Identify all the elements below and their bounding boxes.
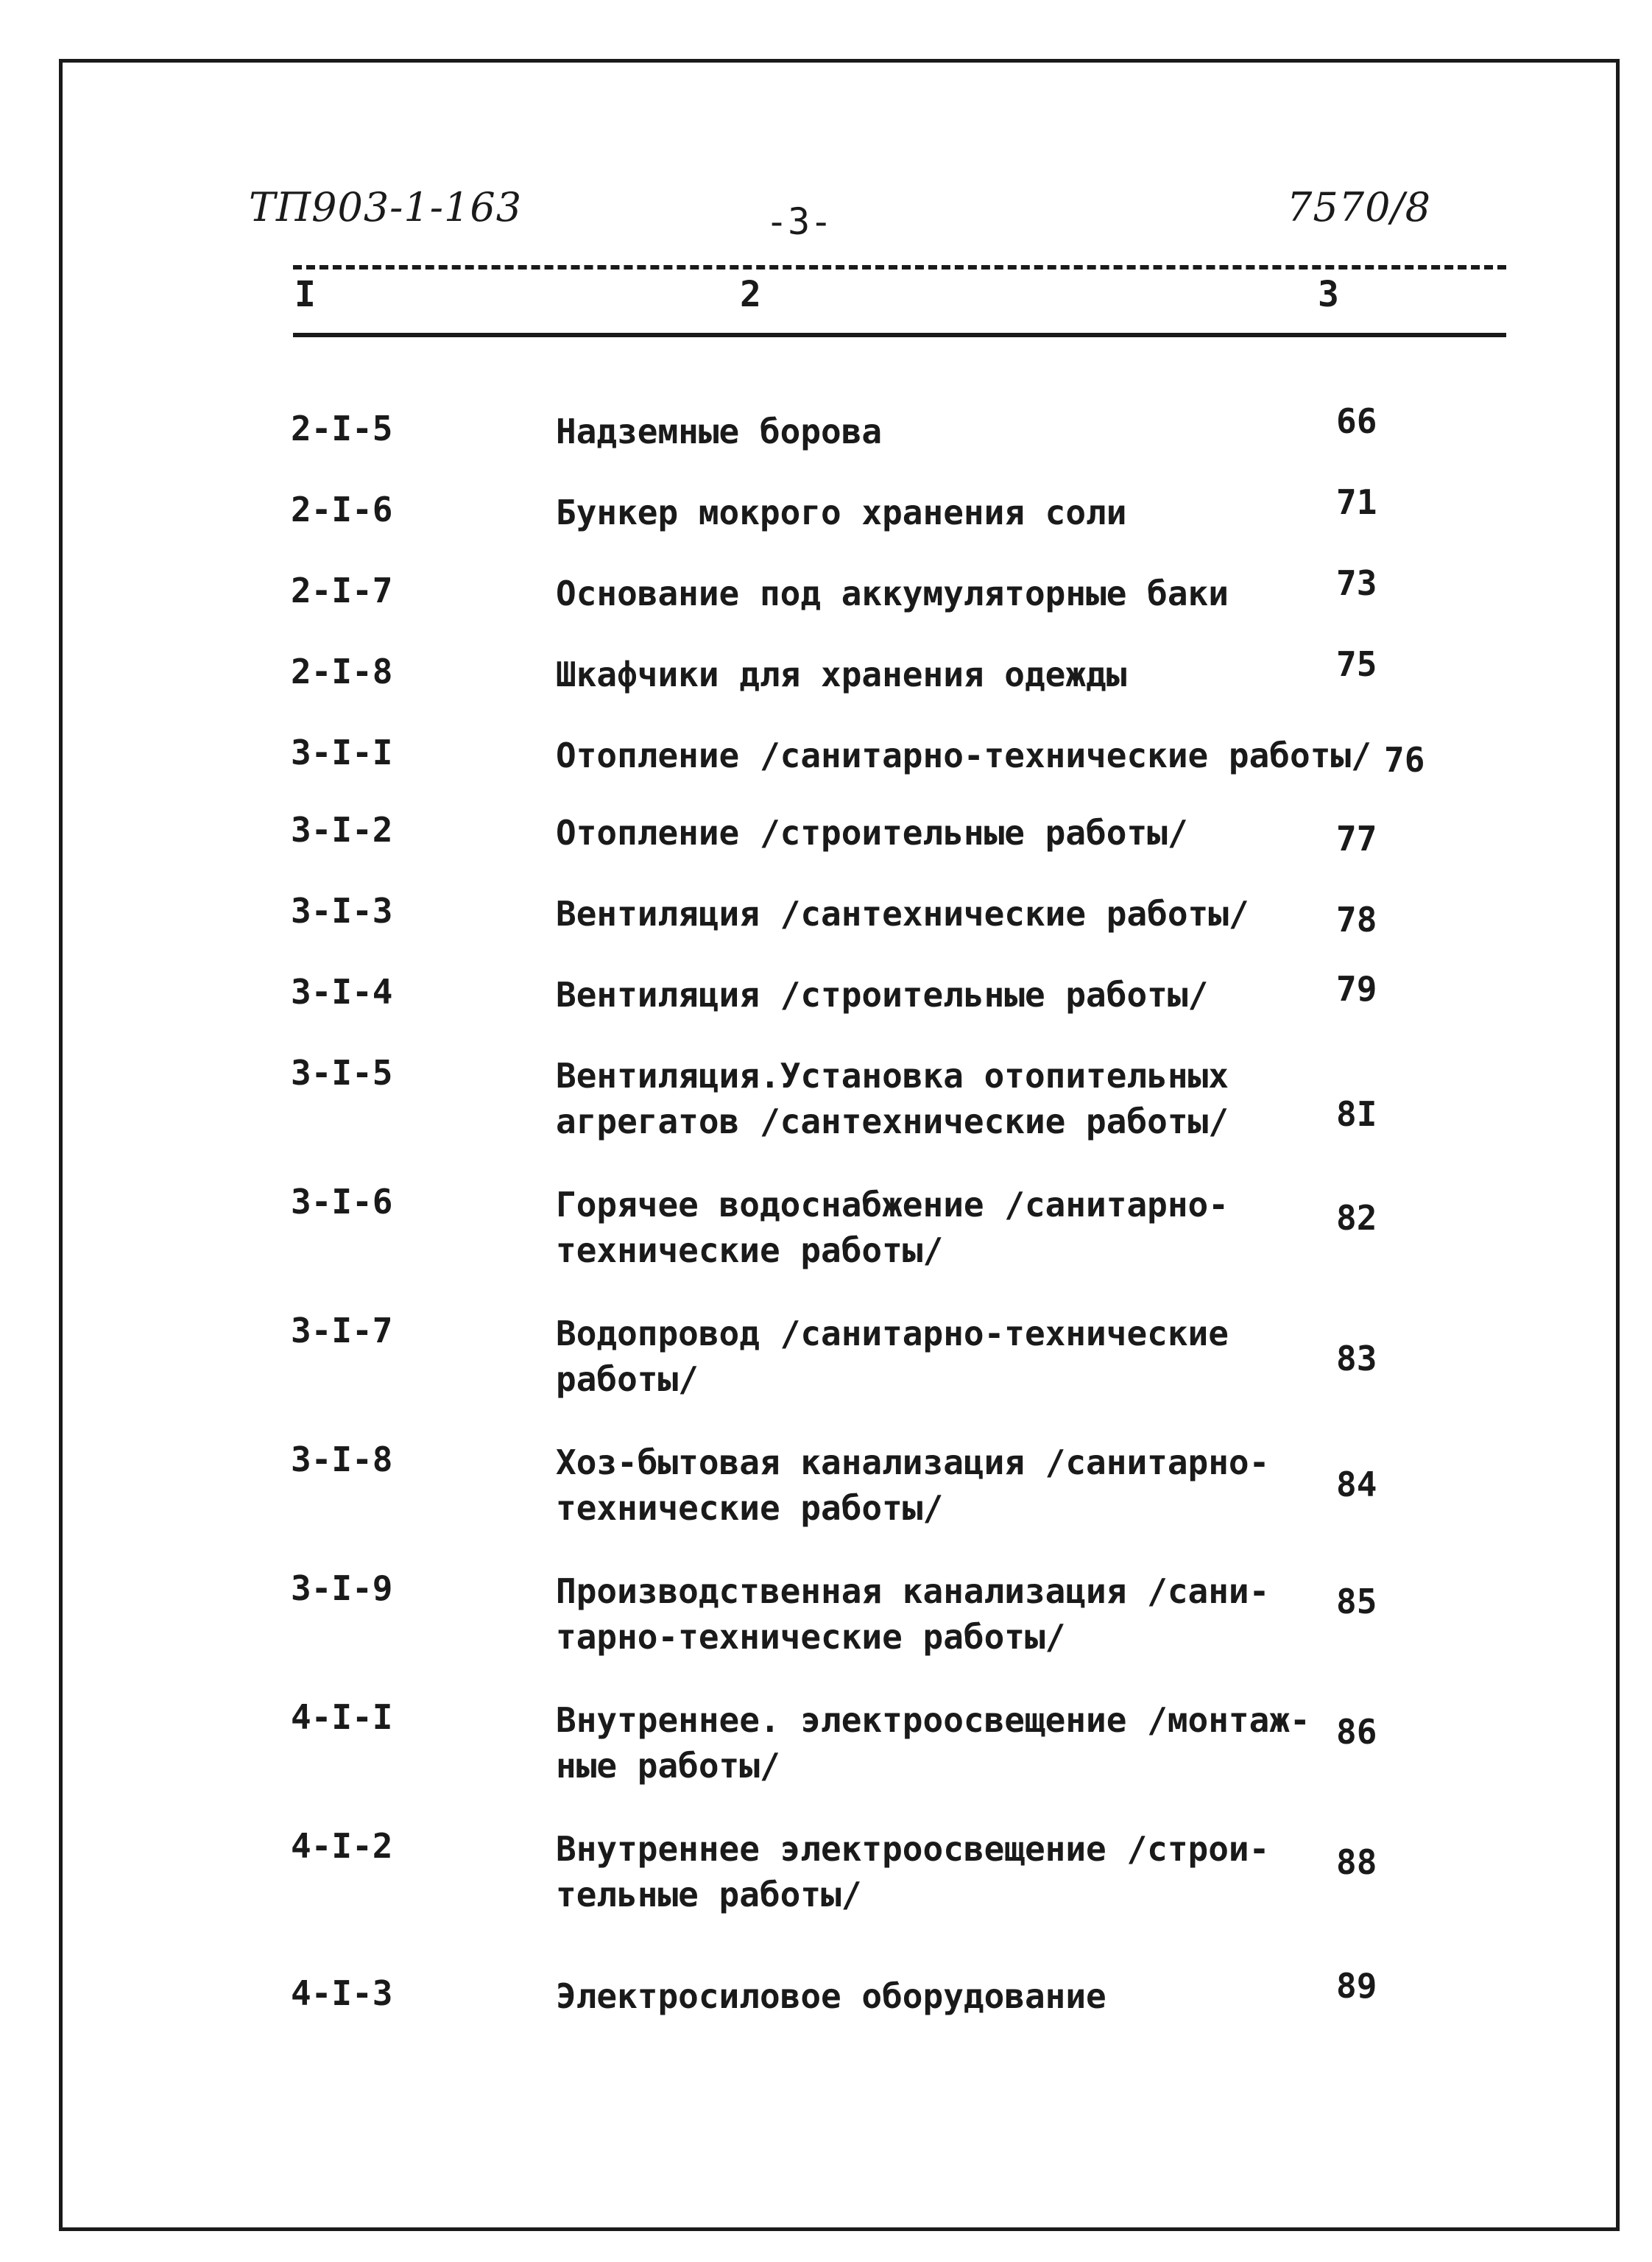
document-code: ТП903-1-163 [249,184,523,230]
row-code: 3-I-4 [291,972,393,1012]
column-header-1: I [294,274,316,315]
row-page: 89 [1336,1966,1377,2006]
row-page: 83 [1336,1339,1377,1378]
row-page: 66 [1336,401,1377,441]
row-title: Вентиляция.Установка отопительных агрегатов /сантехнические работы/ [556,1056,1229,1141]
row-code: 3-I-3 [291,891,393,931]
row-code: 3-I-5 [291,1053,393,1093]
row-code: 2-I-6 [291,490,393,529]
row-title: Хоз-бытовая канализация /санитарно- технические работы/ [556,1442,1270,1528]
row-title: Шкафчики для хранения одежды [556,655,1127,694]
header-dashed-rule [293,265,1506,269]
row-code: 3-I-8 [291,1440,393,1479]
row-title: Вентиляция /строительные работы/ [556,975,1209,1015]
row-code: 4-I-3 [291,1973,393,2013]
row-code: 3-I-I [291,733,393,772]
row-page: 88 [1336,1842,1377,1882]
row-code: 4-I-2 [291,1826,393,1866]
row-code: 2-I-8 [291,652,393,691]
row-page: 86 [1336,1712,1377,1752]
row-page: 78 [1336,900,1377,940]
column-header-3: 3 [1318,274,1339,315]
row-page: 71 [1336,482,1377,522]
row-title: Электросиловое оборудование [556,1976,1106,2016]
row-page: 77 [1336,819,1377,859]
row-code: 3-I-9 [291,1568,393,1608]
row-page: 79 [1336,969,1377,1009]
row-code: 3-I-2 [291,810,393,850]
row-code: 3-I-7 [291,1311,393,1350]
header-solid-rule [293,333,1506,337]
row-page: 84 [1336,1465,1377,1504]
row-title: Бункер мокрого хранения соли [556,493,1127,532]
row-title: Горячее водоснабжение /санитарно- технические работы/ [556,1185,1229,1270]
row-page: 75 [1336,644,1377,684]
row-code: 2-I-5 [291,409,393,448]
page-number: -3- [766,200,833,243]
sheet-reference: 7570/8 [1287,184,1431,230]
row-code: 2-I-7 [291,571,393,610]
row-title: Отопление /санитарно-технические работы/ [556,736,1372,775]
row-page: 82 [1336,1198,1377,1238]
row-title: Отопление /строительные работы/ [556,813,1188,853]
row-title: Производственная канализация /сани- тарно-технические работы/ [556,1571,1270,1657]
row-page: 73 [1336,563,1377,603]
row-title: Водопровод /санитарно-технические работы/ [556,1314,1229,1399]
row-title: Надземные борова [556,412,883,451]
row-title: Основание под аккумуляторные баки [556,574,1229,613]
row-code: 4-I-I [291,1697,393,1737]
row-page: 76 [1384,740,1425,780]
row-page: 8I [1336,1094,1377,1134]
row-title: Внутреннее. электроосвещение /монтаж- ные работы/ [556,1700,1310,1786]
row-page: 85 [1336,1582,1377,1621]
column-header-2: 2 [740,274,761,315]
row-title: Внутреннее электроосвещение /строи- тельные работы/ [556,1829,1270,1914]
row-code: 3-I-6 [291,1182,393,1222]
row-title: Вентиляция /сантехнические работы/ [556,894,1249,934]
